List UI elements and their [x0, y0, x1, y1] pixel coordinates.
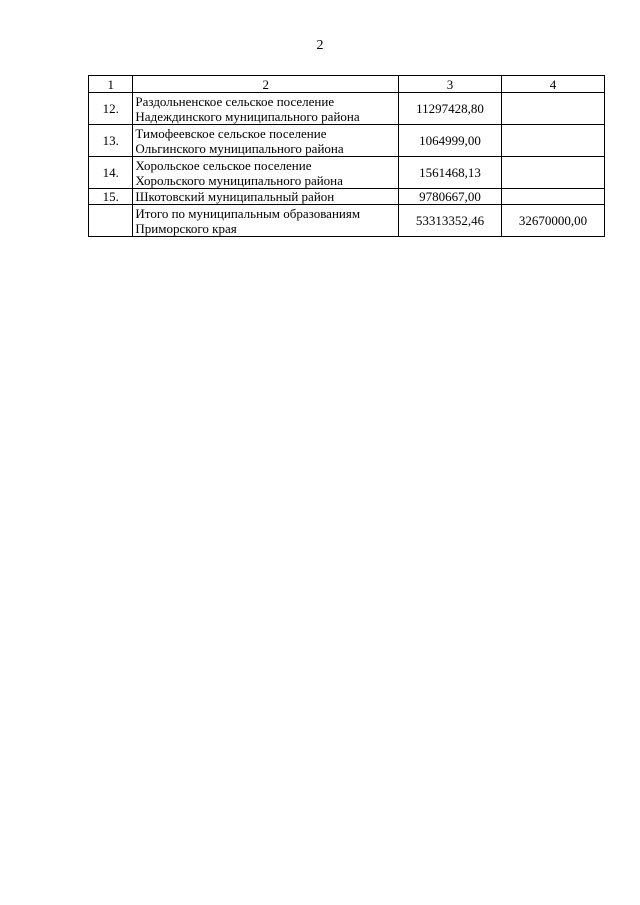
total-label-line-1: Итого по муниципальным образованиям [135, 205, 361, 221]
name-line-2: Хорольского муниципального района [135, 172, 343, 188]
header-cell-3: 3 [398, 76, 501, 93]
row-number: 13. [89, 125, 133, 157]
name-line-1: Тимофеевское сельское поселение [135, 125, 327, 141]
page-number: 2 [316, 38, 324, 53]
name-line-2: Надеждинского муниципального района [135, 108, 360, 124]
row-number: 14. [89, 157, 133, 189]
value-col-4 [501, 189, 604, 205]
value-col-3: 1561468,13 [398, 157, 501, 189]
total-row [89, 205, 605, 237]
name-line-1: Хорольское сельское поселение [135, 157, 312, 173]
header-cell-4: 4 [501, 76, 604, 93]
value-col-4 [501, 125, 604, 157]
total-number [89, 205, 133, 237]
table-row [89, 157, 605, 189]
table-row [89, 125, 605, 157]
header-cell-1: 1 [89, 76, 133, 93]
total-value-col-3: 53313352,46 [398, 205, 501, 237]
table-row [89, 189, 605, 205]
row-number: 15. [89, 189, 133, 205]
value-col-4 [501, 93, 604, 125]
value-col-3: 9780667,00 [398, 189, 501, 205]
municipality-name [133, 157, 399, 189]
total-value-col-4: 32670000,00 [501, 205, 604, 237]
municipality-name [133, 125, 399, 157]
total-label-line-2: Приморского края [135, 220, 237, 236]
header-row [89, 76, 605, 93]
header-cell-2: 2 [133, 76, 399, 93]
value-col-3: 1064999,00 [398, 125, 501, 157]
total-label [133, 205, 399, 237]
value-col-3: 11297428,80 [398, 93, 501, 125]
name-line-2: Ольгинского муниципального района [135, 140, 344, 156]
name-line-1: Раздольненское сельское поселение [135, 93, 335, 109]
table-row [89, 93, 605, 125]
municipality-name: Шкотовский муниципальный район [133, 189, 399, 205]
budget-table [88, 75, 605, 237]
value-col-4 [501, 157, 604, 189]
row-number: 12. [89, 93, 133, 125]
municipality-name [133, 93, 399, 125]
